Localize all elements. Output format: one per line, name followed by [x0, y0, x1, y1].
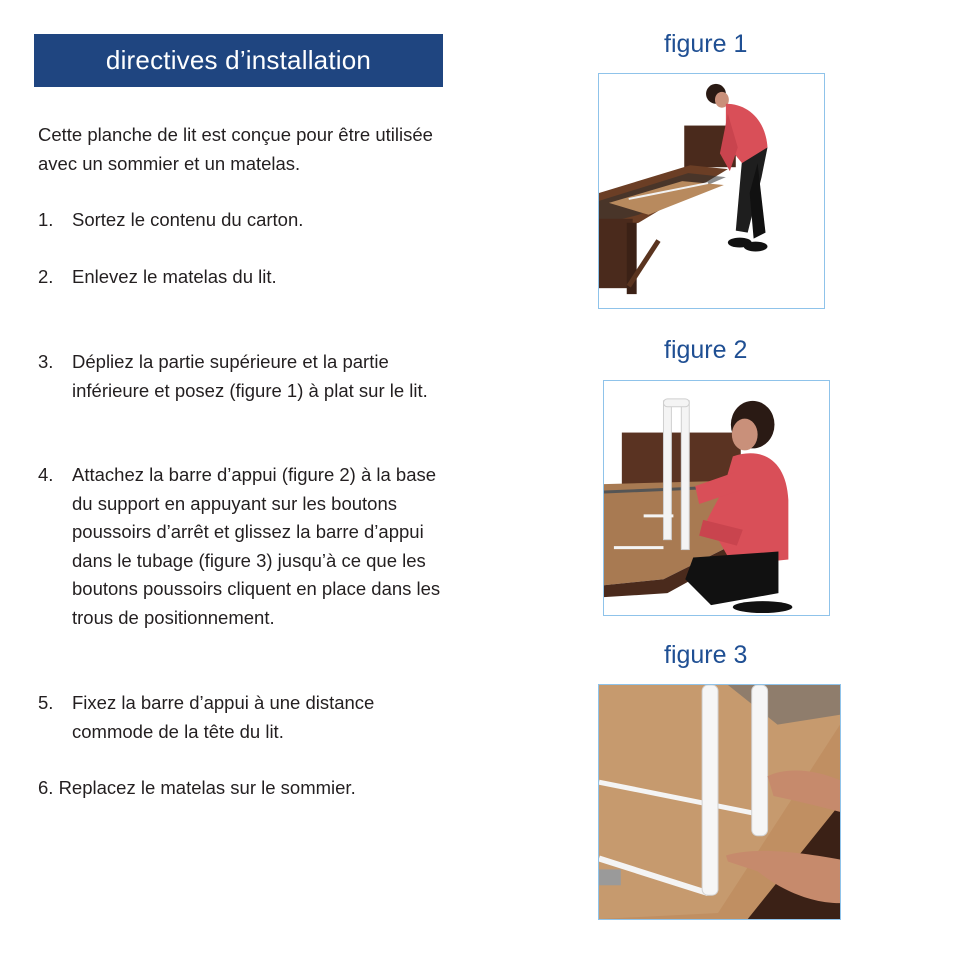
figure-3-photo: [598, 684, 841, 920]
step-number: 5.: [38, 692, 54, 713]
step-text: Enlevez le matelas du lit.: [72, 266, 277, 287]
section-header: [34, 34, 443, 87]
section-title: directives d’installation: [105, 45, 372, 75]
figure-1-photo: [598, 73, 825, 309]
step-6: [38, 774, 448, 803]
step-text: Sortez le contenu du carton.: [72, 209, 304, 230]
figure-2-title: figure 2: [664, 336, 748, 364]
step-number: 1.: [38, 209, 54, 230]
step-4: [38, 461, 448, 632]
figure-2-photo: [603, 380, 830, 616]
step-text: Dépliez la partie supérieure et la partie inférieure et posez (figure 1) à plat sur le lit.: [72, 351, 428, 401]
figure-3-title: figure 3: [664, 641, 748, 669]
intro-paragraph: Cette planche de lit est conçue pour être utilisée avec un sommier et un matelas.: [38, 124, 433, 174]
step-number: 3.: [38, 351, 54, 372]
step-number: 4.: [38, 464, 54, 485]
step-text: Fixez la barre d’appui à une distance commode de la tête du lit.: [72, 692, 375, 742]
step-2: [38, 263, 448, 292]
step-text: 6. Replacez le matelas sur le sommier.: [38, 777, 356, 798]
figure-1-title: figure 1: [664, 30, 748, 58]
step-text: Attachez la barre d’appui (figure 2) à la base du support en appuyant sur les boutons poussoirs d’arrêt et glissez la barre d’appui dans le tubage (figure 3) jusqu’à ce que les boutons poussoirs cliquent en place dans les trous de positionnement.: [72, 464, 441, 628]
step-5: [38, 689, 448, 746]
step-number: 2.: [38, 266, 54, 287]
step-1: [38, 206, 448, 235]
step-3: [38, 348, 448, 405]
